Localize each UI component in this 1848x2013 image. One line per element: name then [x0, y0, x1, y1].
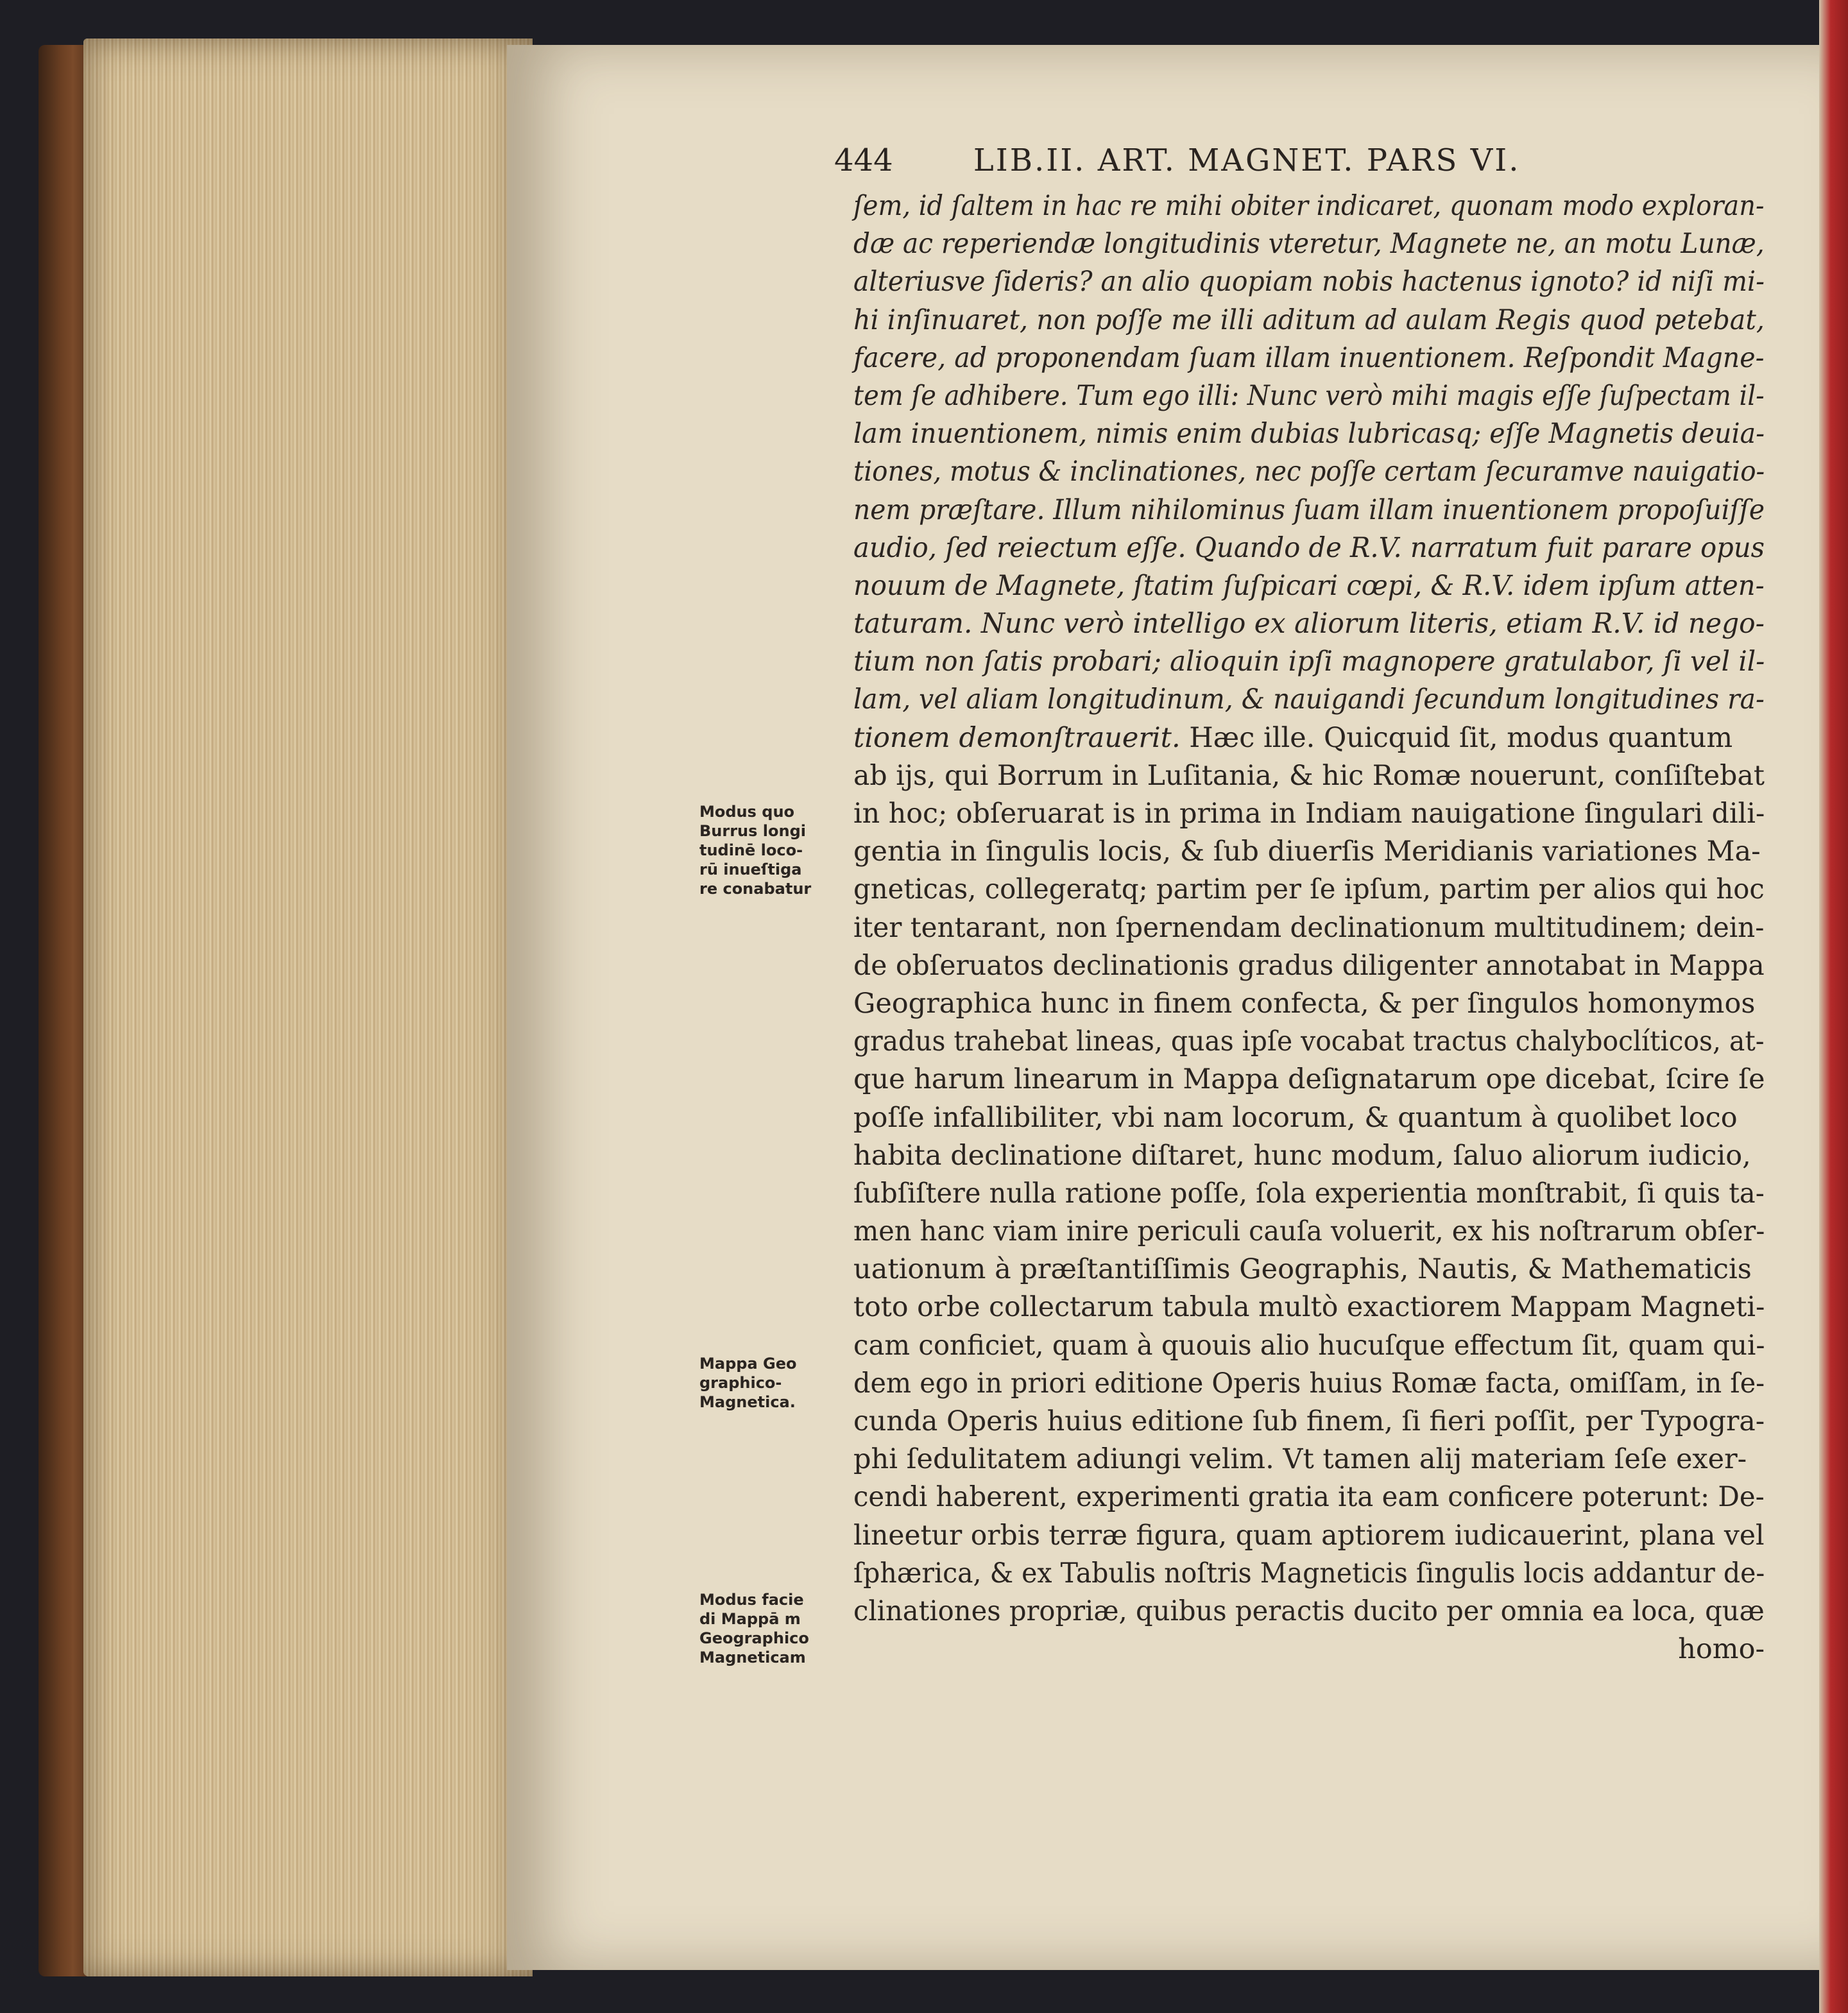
text-line: uationum à præſtantiſſimis Geographis, Nautis, & Mathematicis	[853, 1253, 1752, 1286]
text-line: hi inſinuaret, non poſſe me illi aditum ad aulam Regis quod petebat,	[853, 304, 1765, 336]
text-line: in hoc; obſeruarat is in prima in Indiam nauigatione ſingulari dili-	[853, 798, 1765, 830]
marginal-line: re conabatur	[699, 880, 812, 898]
text-line: taturam. Nunc verò intelligo ex aliorum literis, etiam R.V. id nego-	[853, 608, 1765, 640]
text-line: phi ſedulitatem adiungi velim. Vt tamen alij materiam ſeſe exer-	[853, 1443, 1747, 1476]
marginal-line: Mappa Geo	[699, 1355, 797, 1373]
text-line: tium non ſatis probari; alioquin ipſi magnopere gratulabor, ſi vel il-	[853, 646, 1765, 678]
text-line: cendi haberent, experimenti gratia ita eam conficere poterunt: De-	[853, 1481, 1765, 1514]
text-line: tem ſe adhibere. Tum ego illi: Nunc verò mihi magis eſſe ſuſpectam il-	[853, 379, 1765, 412]
main-text	[853, 187, 1765, 1668]
text-line: habita declinatione diſtaret, hunc modum, ſaluo aliorum iudicio,	[853, 1139, 1751, 1172]
marginal-note	[699, 1354, 847, 1412]
text-line: iter tentarant, non ſpernendam declinationum multitudinem; dein-	[853, 911, 1765, 944]
text-line: nem præſtare. Illum nihilominus ſuam illam inuentionem propoſuiſſe	[853, 493, 1765, 526]
page-number: 444	[834, 142, 893, 178]
text-line: que harum linearum in Mappa deſignatarum ope dicebat, ſcire ſe	[853, 1063, 1765, 1096]
text-line: clinationes propriæ, quibus peractis ducito per omnia ea loca, quæ	[853, 1595, 1765, 1627]
marginal-line: Magnetica.	[699, 1393, 796, 1411]
text-line: lam inuentionem, nimis enim dubias lubricasq; eſſe Magnetis deuia-	[853, 418, 1765, 450]
text-line: men hanc viam inire periculi cauſa voluerit, ex his noſtrarum obſer-	[853, 1215, 1765, 1248]
text-line: ſubſiſtere nulla ratione poſſe, ſola experientia monſtrabit, ſi quis ta-	[853, 1177, 1765, 1210]
text-line: de obſeruatos declinationis gradus diligenter annotabat in Mappa	[853, 949, 1765, 982]
marginal-note	[699, 802, 847, 898]
marginal-line: di Mappā m	[699, 1610, 801, 1628]
marginal-line: Modus quo	[699, 803, 795, 821]
marginal-line: Modus facie	[699, 1591, 804, 1609]
catchword: homo-	[1678, 1633, 1765, 1666]
text-line: lam, vel aliam longitudinum, & nauigandi ſecundum longitudines ra-	[853, 683, 1765, 716]
text-line: cam conficiet, quam à quouis alio hucuſque effectum ſit, quam qui-	[853, 1329, 1765, 1362]
text-line: Geographica hunc in finem confecta, & per ſingulos homonymos	[853, 987, 1756, 1020]
marginal-note	[699, 1590, 847, 1667]
text-line: poſſe infallibiliter, vbi nam locorum, & quantum à quolibet loco	[853, 1101, 1738, 1134]
text-line: ab ijs, qui Borrum in Luſitania, & hic Romæ nouerunt, conſiſtebat	[853, 759, 1765, 792]
page-header	[834, 142, 1733, 178]
book-cover-right	[1819, 0, 1848, 2013]
text-line: tiones, motus & inclinationes, nec poſſe certam ſecuramve nauigatio-	[853, 456, 1765, 488]
text-line: gradus trahebat lineas, quas ipſe vocabat tractus chalyboclíticos, at-	[853, 1025, 1765, 1058]
text-line: toto orbe collectarum tabula multò exactiorem Mappam Magneti-	[853, 1291, 1765, 1324]
marginal-line: tudinē loco-	[699, 841, 803, 859]
text-line: ſem, id ſaltem in hac re mihi obiter indicaret, quonam modo exploran-	[853, 190, 1765, 222]
text-line: nouum de Magnete, ſtatim ſuſpicari cœpi, & R.V. idem ipſum atten-	[853, 569, 1765, 602]
text-line-mixed	[853, 719, 1765, 757]
text-line: gneticas, collegeratq; partim per ſe ipſum, partim per alios qui hoc	[853, 873, 1765, 906]
text-line: audio, ſed reiectum eſſe. Quando de R.V. narratum fuit parare opus	[853, 531, 1765, 564]
text-line: dæ ac reperiendæ longitudinis vteretur, Magnete ne, an motu Lunæ,	[853, 228, 1765, 261]
text-line: alteriusve ſideris? an alio quopiam nobis hactenus ignoto? id niſi mi-	[853, 266, 1765, 298]
text-line: lineetur orbis terræ figura, quam aptiorem iudicauerint, plana vel	[853, 1519, 1765, 1552]
page-block-edges	[83, 39, 533, 1976]
text-line: dem ego in priori editione Operis huius Romæ facta, omiſſam, in ſe-	[853, 1367, 1765, 1400]
marginal-line: Burrus longi	[699, 822, 806, 840]
marginal-line: Magneticam	[699, 1649, 806, 1666]
text-italic-part: tionem demonſtrauerit.	[853, 721, 1181, 754]
text-line: cunda Operis huius editione ſub finem, ſi fieri poſſit, per Typogra-	[853, 1405, 1765, 1437]
text-line: gentia in ſingulis locis, & ſub diuerſis Meridianis variationes Ma-	[853, 835, 1761, 868]
marginal-line: Geographico	[699, 1629, 809, 1647]
marginal-line: graphico-	[699, 1374, 782, 1392]
running-head: LIB.II. ART. MAGNET. PARS VI.	[973, 142, 1521, 178]
text-roman-part: Hæc ille. Quicquid ſit, modus quantum	[1180, 721, 1733, 754]
text-line: ſphærica, & ex Tabulis noſtris Magneticis ſingulis locis addantur de-	[853, 1557, 1765, 1589]
text-line: facere, ad proponendam ſuam illam inuentionem. Reſpondit Magne-	[853, 341, 1765, 374]
marginal-line: rū inueſtiga	[699, 861, 802, 878]
